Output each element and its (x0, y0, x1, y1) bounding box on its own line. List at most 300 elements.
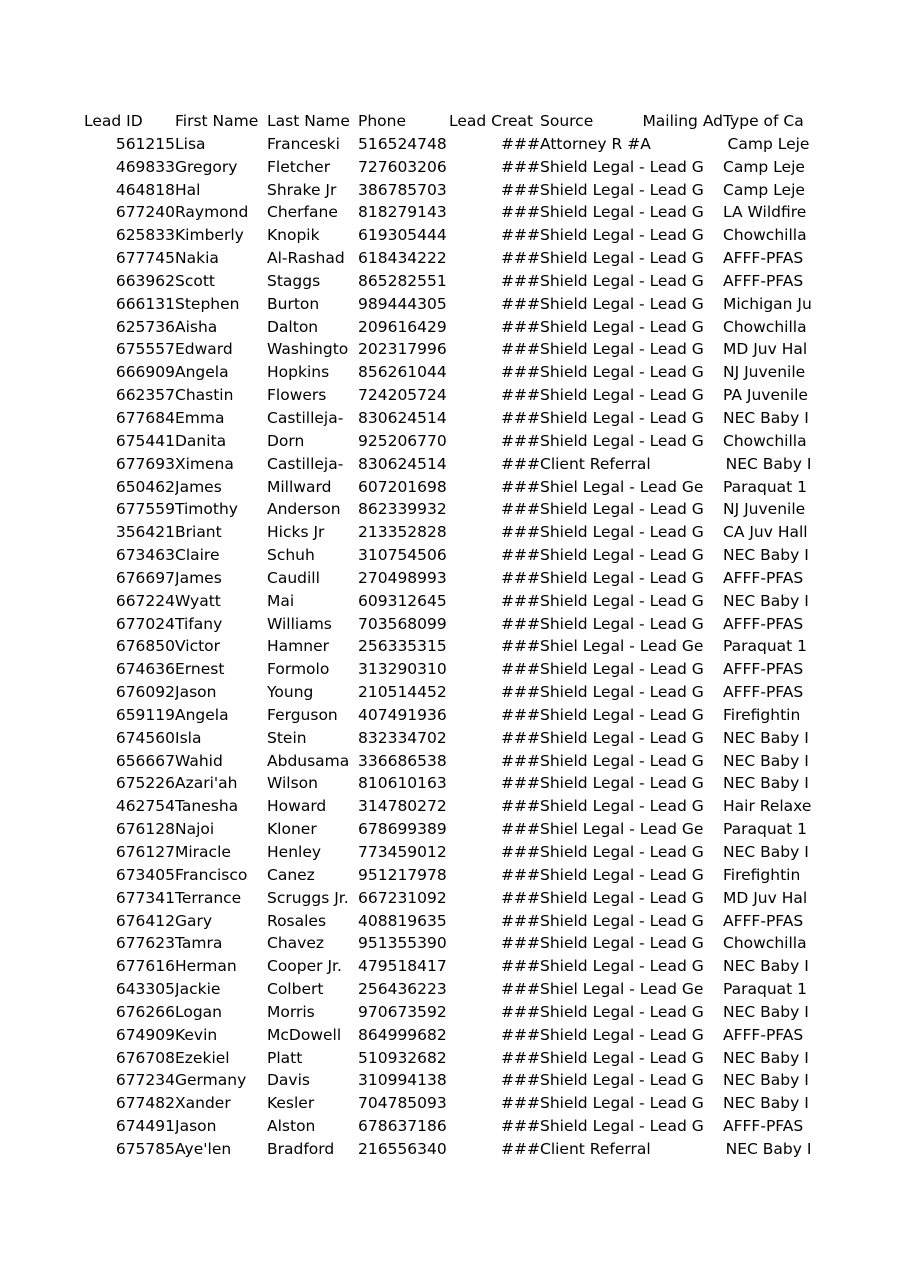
lead-id-cell[interactable]: 659119 (115, 705, 175, 724)
first-name-cell[interactable]: Aisha (175, 317, 218, 336)
phone-cell[interactable]: 516524748 (358, 134, 447, 153)
lead-created-cell[interactable]: ### (501, 1025, 540, 1044)
source-cell[interactable]: Shield Legal - Lead G (540, 934, 704, 953)
phone-cell[interactable]: 310754506 (358, 546, 447, 565)
header-first-name[interactable]: First Name (175, 112, 259, 130)
phone-cell[interactable]: 951355390 (358, 934, 447, 953)
header-type-of-case[interactable]: Type of Ca (723, 112, 804, 130)
source-cell[interactable]: Shield Legal - Lead G (540, 1117, 704, 1136)
last-name-cell[interactable]: Bradford (267, 1139, 335, 1158)
source-cell[interactable]: Shield Legal - Lead G (540, 340, 704, 359)
source-cell[interactable]: Shield Legal - Lead G (540, 957, 704, 976)
first-name-cell[interactable]: Chastin (175, 386, 234, 405)
lead-created-cell[interactable]: ### (501, 317, 540, 336)
source-cell[interactable]: Shield Legal - Lead G (540, 1048, 704, 1067)
type-of-case-cell[interactable]: Michigan Ju (723, 294, 812, 313)
last-name-cell[interactable]: Formolo (267, 660, 330, 679)
phone-cell[interactable]: 832334702 (358, 728, 447, 747)
type-of-case-cell[interactable]: Firefightin (723, 865, 801, 884)
lead-created-cell[interactable]: ### (501, 134, 540, 153)
phone-cell[interactable]: 951217978 (358, 865, 447, 884)
last-name-cell[interactable]: Abdusama (267, 751, 350, 770)
lead-id-cell[interactable]: 469833 (115, 157, 175, 176)
first-name-cell[interactable]: Stephen (175, 294, 240, 313)
first-name-cell[interactable]: Ximena (175, 454, 234, 473)
type-of-case-cell[interactable]: AFFF-PFAS (723, 568, 804, 587)
lead-created-cell[interactable]: ### (501, 226, 540, 245)
type-of-case-cell[interactable]: AFFF-PFAS (723, 614, 804, 633)
lead-created-cell[interactable]: ### (501, 1048, 540, 1067)
type-of-case-cell[interactable]: NEC Baby I (723, 728, 809, 747)
type-of-case-cell[interactable]: AFFF-PFAS (723, 911, 804, 930)
first-name-cell[interactable]: Xander (175, 1094, 231, 1113)
type-of-case-cell[interactable]: NEC Baby I (723, 957, 809, 976)
type-of-case-cell[interactable]: Hair Relaxe (723, 797, 812, 816)
phone-cell[interactable]: 618434222 (358, 249, 447, 268)
last-name-cell[interactable]: Chavez (267, 934, 324, 953)
first-name-cell[interactable]: Jackie (175, 980, 221, 999)
lead-created-cell[interactable]: ### (501, 546, 540, 565)
source-cell[interactable]: Shield Legal - Lead G (540, 249, 704, 268)
last-name-cell[interactable]: Burton (267, 294, 320, 313)
header-last-name[interactable]: Last Name (267, 112, 350, 130)
lead-id-cell[interactable]: 677745 (115, 249, 175, 268)
source-cell[interactable]: Shield Legal - Lead G (540, 271, 704, 290)
type-of-case-cell[interactable]: NEC Baby I (723, 1048, 809, 1067)
header-source[interactable]: Source (540, 112, 594, 130)
first-name-cell[interactable]: Francisco (175, 865, 248, 884)
source-cell[interactable]: Shiel Legal - Lead Ge (540, 477, 704, 496)
type-of-case-cell[interactable]: NEC Baby I (725, 454, 812, 473)
lead-created-cell[interactable]: ### (501, 568, 540, 587)
last-name-cell[interactable]: Hopkins (267, 363, 330, 382)
lead-created-cell[interactable]: ### (501, 820, 540, 839)
lead-id-cell[interactable]: 677684 (115, 408, 175, 427)
last-name-cell[interactable]: Franceski (267, 134, 340, 153)
lead-created-cell[interactable]: ### (501, 500, 540, 519)
last-name-cell[interactable]: Castilleja- (267, 408, 344, 427)
lead-created-cell[interactable]: ### (501, 363, 540, 382)
source-cell[interactable]: Shield Legal - Lead G (540, 774, 704, 793)
first-name-cell[interactable]: Raymond (175, 203, 249, 222)
lead-id-cell[interactable]: 675226 (115, 774, 175, 793)
first-name-cell[interactable]: Ezekiel (175, 1048, 230, 1067)
first-name-cell[interactable]: Danita (175, 431, 227, 450)
last-name-cell[interactable]: Castilleja- (267, 454, 344, 473)
type-of-case-cell[interactable]: NEC Baby I (723, 1071, 809, 1090)
phone-cell[interactable]: 310994138 (358, 1071, 447, 1090)
type-of-case-cell[interactable]: Camp Leje (723, 157, 805, 176)
lead-id-cell[interactable]: 677024 (115, 614, 175, 633)
last-name-cell[interactable]: Flowers (267, 386, 327, 405)
type-of-case-cell[interactable]: NJ Juvenile (723, 363, 806, 382)
lead-created-cell[interactable]: ### (501, 911, 540, 930)
first-name-cell[interactable]: Claire (175, 546, 220, 565)
source-cell[interactable]: Shield Legal - Lead G (540, 751, 704, 770)
first-name-cell[interactable]: Kimberly (175, 226, 244, 245)
last-name-cell[interactable]: Canez (267, 865, 315, 884)
type-of-case-cell[interactable]: Chowchilla (723, 317, 807, 336)
last-name-cell[interactable]: Dalton (267, 317, 319, 336)
first-name-cell[interactable]: Emma (175, 408, 225, 427)
first-name-cell[interactable]: Angela (175, 363, 229, 382)
lead-id-cell[interactable]: 676412 (115, 911, 175, 930)
lead-id-cell[interactable]: 677623 (115, 934, 175, 953)
lead-id-cell[interactable]: 650462 (115, 477, 175, 496)
lead-created-cell[interactable]: ### (501, 249, 540, 268)
lead-created-cell[interactable]: ### (501, 591, 540, 610)
last-name-cell[interactable]: Young (267, 683, 314, 702)
lead-id-cell[interactable]: 675557 (115, 340, 175, 359)
lead-created-cell[interactable]: ### (501, 271, 540, 290)
first-name-cell[interactable]: Angela (175, 705, 229, 724)
lead-id-cell[interactable]: 676266 (115, 1002, 175, 1021)
lead-id-cell[interactable]: 677341 (115, 888, 175, 907)
first-name-cell[interactable]: Miracle (175, 843, 231, 861)
last-name-cell[interactable]: Caudill (267, 568, 320, 587)
last-name-cell[interactable]: Rosales (267, 911, 327, 930)
first-name-cell[interactable]: Wahid (175, 751, 223, 770)
lead-id-cell[interactable]: 666131 (115, 294, 175, 313)
phone-cell[interactable]: 856261044 (358, 363, 447, 382)
phone-cell[interactable]: 862339932 (358, 500, 447, 519)
lead-created-cell[interactable]: ### (501, 1117, 540, 1136)
lead-id-cell[interactable]: 356421 (115, 523, 175, 542)
source-cell[interactable]: Shield Legal - Lead G (540, 500, 704, 519)
first-name-cell[interactable]: Briant (175, 523, 222, 542)
type-of-case-cell[interactable]: Paraquat 1 (723, 820, 808, 839)
first-name-cell[interactable]: Edward (175, 340, 233, 359)
first-name-cell[interactable]: Kevin (175, 1025, 218, 1044)
first-name-cell[interactable]: Logan (175, 1002, 223, 1021)
phone-cell[interactable]: 270498993 (358, 568, 447, 587)
type-of-case-cell[interactable]: NEC Baby I (723, 591, 809, 610)
type-of-case-cell[interactable]: Chowchilla (723, 934, 807, 953)
last-name-cell[interactable]: Mai (267, 591, 295, 610)
lead-created-cell[interactable]: ### (501, 797, 540, 816)
lead-created-cell[interactable]: ### (501, 705, 540, 724)
phone-cell[interactable]: 667231092 (358, 888, 447, 907)
lead-id-cell[interactable]: 663962 (115, 271, 175, 290)
header-mailing-address[interactable]: Mailing Ad (642, 112, 723, 130)
last-name-cell[interactable]: Howard (267, 797, 327, 816)
lead-created-cell[interactable]: ### (501, 637, 540, 656)
first-name-cell[interactable]: Jason (175, 683, 217, 702)
lead-id-cell[interactable]: 677559 (115, 500, 175, 519)
source-cell[interactable]: Shield Legal - Lead G (540, 1071, 704, 1090)
lead-created-cell[interactable]: ### (501, 477, 540, 496)
phone-cell[interactable]: 607201698 (358, 477, 447, 496)
type-of-case-cell[interactable]: NEC Baby I (723, 408, 809, 427)
first-name-cell[interactable]: Scott (175, 271, 215, 290)
source-cell[interactable]: Shiel Legal - Lead Ge (540, 637, 704, 656)
source-cell[interactable]: Client Referral (540, 454, 651, 473)
lead-id-cell[interactable]: 656667 (115, 751, 175, 770)
phone-cell[interactable]: 704785093 (358, 1094, 447, 1113)
lead-id-cell[interactable]: 676128 (115, 820, 175, 839)
lead-created-cell[interactable]: ### (501, 157, 540, 176)
type-of-case-cell[interactable]: LA Wildfire (723, 203, 807, 222)
lead-created-cell[interactable]: ### (501, 1139, 540, 1158)
last-name-cell[interactable]: Henley (267, 843, 322, 861)
lead-created-cell[interactable]: ### (501, 728, 540, 747)
phone-cell[interactable]: 407491936 (358, 705, 447, 724)
last-name-cell[interactable]: Dorn (267, 431, 305, 450)
phone-cell[interactable]: 727603206 (358, 157, 447, 176)
lead-id-cell[interactable]: 673463 (115, 546, 175, 565)
type-of-case-cell[interactable]: NEC Baby I (723, 774, 809, 793)
first-name-cell[interactable]: Ernest (175, 660, 225, 679)
lead-id-cell[interactable]: 674560 (115, 728, 175, 747)
last-name-cell[interactable]: Schuh (267, 546, 315, 565)
source-cell[interactable]: Shield Legal - Lead G (540, 843, 704, 861)
type-of-case-cell[interactable]: NEC Baby I (723, 1094, 809, 1113)
last-name-cell[interactable]: Ferguson (267, 705, 338, 724)
lead-created-cell[interactable]: ### (501, 294, 540, 313)
type-of-case-cell[interactable]: Camp Leje (723, 180, 805, 199)
lead-created-cell[interactable]: ### (501, 1071, 540, 1090)
lead-created-cell[interactable]: ### (501, 957, 540, 976)
lead-id-cell[interactable]: 625833 (115, 226, 175, 245)
source-cell[interactable]: Shield Legal - Lead G (540, 180, 704, 199)
first-name-cell[interactable]: Germany (175, 1071, 247, 1090)
phone-cell[interactable]: 678637186 (358, 1117, 447, 1136)
lead-id-cell[interactable]: 676127 (115, 843, 175, 861)
lead-created-cell[interactable]: ### (501, 888, 540, 907)
last-name-cell[interactable]: Kloner (267, 820, 317, 839)
last-name-cell[interactable]: Fletcher (267, 157, 331, 176)
phone-cell[interactable]: 479518417 (358, 957, 447, 976)
lead-created-cell[interactable]: ### (501, 1002, 540, 1021)
source-cell[interactable]: Shield Legal - Lead G (540, 1094, 704, 1113)
type-of-case-cell[interactable]: NEC Baby I (725, 1139, 812, 1158)
last-name-cell[interactable]: Platt (267, 1048, 303, 1067)
lead-id-cell[interactable]: 676092 (115, 683, 175, 702)
first-name-cell[interactable]: Aye'len (175, 1139, 232, 1158)
last-name-cell[interactable]: Cooper Jr. (267, 957, 342, 976)
last-name-cell[interactable]: Davis (267, 1071, 310, 1090)
type-of-case-cell[interactable]: MD Juv Hal (723, 340, 808, 359)
source-cell[interactable]: Shiel Legal - Lead Ge (540, 980, 704, 999)
first-name-cell[interactable]: Tifany (175, 614, 223, 633)
phone-cell[interactable]: 703568099 (358, 614, 447, 633)
last-name-cell[interactable]: Hamner (267, 637, 329, 656)
lead-created-cell[interactable]: ### (501, 774, 540, 793)
phone-cell[interactable]: 678699389 (358, 820, 447, 839)
first-name-cell[interactable]: Timothy (175, 500, 238, 519)
header-phone[interactable]: Phone (358, 112, 407, 130)
phone-cell[interactable]: 216556340 (358, 1139, 447, 1158)
phone-cell[interactable]: 609312645 (358, 591, 447, 610)
lead-created-cell[interactable]: ### (501, 751, 540, 770)
first-name-cell[interactable]: Lisa (175, 134, 206, 153)
first-name-cell[interactable]: Gregory (175, 157, 238, 176)
lead-id-cell[interactable]: 673405 (115, 865, 175, 884)
phone-cell[interactable]: 336686538 (358, 751, 447, 770)
source-cell[interactable]: Shield Legal - Lead G (540, 1025, 704, 1044)
first-name-cell[interactable]: Victor (175, 637, 221, 656)
lead-id-cell[interactable]: 677616 (115, 957, 175, 976)
first-name-cell[interactable]: Najoi (175, 820, 215, 839)
first-name-cell[interactable]: Tanesha (175, 797, 239, 816)
lead-created-cell[interactable]: ### (501, 203, 540, 222)
last-name-cell[interactable]: Morris (267, 1002, 315, 1021)
lead-created-cell[interactable]: ### (501, 180, 540, 199)
last-name-cell[interactable]: McDowell (267, 1025, 342, 1044)
last-name-cell[interactable]: Alston (267, 1117, 316, 1136)
lead-created-cell[interactable]: ### (501, 865, 540, 884)
lead-id-cell[interactable]: 676708 (115, 1048, 175, 1067)
type-of-case-cell[interactable]: NEC Baby I (723, 751, 809, 770)
type-of-case-cell[interactable]: MD Juv Hal (723, 888, 808, 907)
type-of-case-cell[interactable]: Firefightin (723, 705, 801, 724)
lead-created-cell[interactable]: ### (501, 454, 540, 473)
lead-id-cell[interactable]: 666909 (115, 363, 175, 382)
source-cell[interactable]: Shield Legal - Lead G (540, 614, 704, 633)
source-cell[interactable]: Shield Legal - Lead G (540, 523, 704, 542)
lead-created-cell[interactable]: ### (501, 980, 540, 999)
phone-cell[interactable]: 830624514 (358, 408, 447, 427)
source-cell[interactable]: Shield Legal - Lead G (540, 386, 704, 405)
phone-cell[interactable]: 386785703 (358, 180, 447, 199)
phone-cell[interactable]: 810610163 (358, 774, 447, 793)
lead-id-cell[interactable]: 462754 (115, 797, 175, 816)
source-cell[interactable]: Shield Legal - Lead G (540, 226, 704, 245)
type-of-case-cell[interactable]: AFFF-PFAS (723, 271, 804, 290)
type-of-case-cell[interactable]: AFFF-PFAS (723, 660, 804, 679)
lead-id-cell[interactable]: 677693 (115, 454, 175, 473)
first-name-cell[interactable]: Herman (175, 957, 237, 976)
phone-cell[interactable]: 209616429 (358, 317, 447, 336)
phone-cell[interactable]: 619305444 (358, 226, 447, 245)
source-cell[interactable]: Shield Legal - Lead G (540, 294, 704, 313)
first-name-cell[interactable]: Tamra (175, 934, 223, 953)
type-of-case-cell[interactable]: NEC Baby I (723, 1002, 809, 1021)
phone-cell[interactable]: 970673592 (358, 1002, 447, 1021)
first-name-cell[interactable]: James (175, 568, 222, 587)
source-cell[interactable]: Shield Legal - Lead G (540, 683, 704, 702)
lead-id-cell[interactable]: 675441 (115, 431, 175, 450)
source-cell[interactable]: Shield Legal - Lead G (540, 317, 704, 336)
source-cell[interactable]: Shield Legal - Lead G (540, 705, 704, 724)
type-of-case-cell[interactable]: Camp Leje (727, 134, 810, 153)
first-name-cell[interactable]: Wyatt (175, 591, 221, 610)
last-name-cell[interactable]: Al-Rashad (267, 249, 345, 268)
source-cell[interactable]: Shield Legal - Lead G (540, 865, 704, 884)
phone-cell[interactable]: 865282551 (358, 271, 447, 290)
phone-cell[interactable]: 773459012 (358, 843, 447, 861)
first-name-cell[interactable]: Gary (175, 911, 213, 930)
source-cell[interactable]: Shield Legal - Lead G (540, 591, 704, 610)
source-cell[interactable]: Client Referral (540, 1139, 651, 1158)
last-name-cell[interactable]: Wilson (267, 774, 318, 793)
lead-id-cell[interactable]: 675785 (115, 1139, 175, 1158)
first-name-cell[interactable]: Jason (175, 1117, 217, 1136)
lead-created-cell[interactable]: ### (501, 843, 540, 861)
source-cell[interactable]: Shield Legal - Lead G (540, 408, 704, 427)
header-lead-id[interactable]: Lead ID (84, 112, 143, 130)
last-name-cell[interactable]: Stein (267, 728, 307, 747)
phone-cell[interactable]: 510932682 (358, 1048, 447, 1067)
lead-id-cell[interactable]: 561215 (115, 134, 175, 153)
phone-cell[interactable]: 256335315 (358, 637, 447, 656)
last-name-cell[interactable]: Millward (267, 477, 332, 496)
lead-id-cell[interactable]: 674636 (115, 660, 175, 679)
last-name-cell[interactable]: Washingto (267, 340, 349, 359)
source-cell[interactable]: Shield Legal - Lead G (540, 911, 704, 930)
source-cell[interactable]: Shield Legal - Lead G (540, 1002, 704, 1021)
first-name-cell[interactable]: Isla (175, 728, 202, 747)
lead-id-cell[interactable]: 662357 (115, 386, 175, 405)
lead-created-cell[interactable]: ### (501, 934, 540, 953)
lead-created-cell[interactable]: ### (501, 408, 540, 427)
source-cell[interactable]: Shield Legal - Lead G (540, 431, 704, 450)
phone-cell[interactable]: 408819635 (358, 911, 447, 930)
source-cell[interactable]: Shield Legal - Lead G (540, 888, 704, 907)
last-name-cell[interactable]: Williams (267, 614, 332, 633)
type-of-case-cell[interactable]: Chowchilla (723, 431, 807, 450)
lead-id-cell[interactable]: 676697 (115, 568, 175, 587)
phone-cell[interactable]: 210514452 (358, 683, 447, 702)
type-of-case-cell[interactable]: PA Juvenile (723, 386, 808, 405)
type-of-case-cell[interactable]: AFFF-PFAS (723, 249, 804, 268)
phone-cell[interactable]: 202317996 (358, 340, 447, 359)
type-of-case-cell[interactable]: AFFF-PFAS (723, 1117, 804, 1136)
phone-cell[interactable]: 818279143 (358, 203, 447, 222)
lead-id-cell[interactable]: 674909 (115, 1025, 175, 1044)
source-cell[interactable]: Shield Legal - Lead G (540, 797, 704, 816)
lead-id-cell[interactable]: 677240 (115, 203, 175, 222)
source-cell[interactable]: Shield Legal - Lead G (540, 363, 704, 382)
type-of-case-cell[interactable]: Paraquat 1 (723, 477, 808, 496)
header-lead-created[interactable]: Lead Creat (449, 112, 534, 130)
lead-created-cell[interactable]: ### (501, 386, 540, 405)
last-name-cell[interactable]: Cherfane (267, 203, 338, 222)
last-name-cell[interactable]: Anderson (267, 500, 341, 519)
lead-id-cell[interactable]: 677234 (115, 1071, 175, 1090)
type-of-case-cell[interactable]: AFFF-PFAS (723, 1025, 804, 1044)
source-cell[interactable]: Shield Legal - Lead G (540, 728, 704, 747)
lead-created-cell[interactable]: ### (501, 431, 540, 450)
lead-id-cell[interactable]: 676850 (115, 637, 175, 656)
lead-created-cell[interactable]: ### (501, 614, 540, 633)
last-name-cell[interactable]: Scruggs Jr. (267, 888, 349, 907)
phone-cell[interactable]: 313290310 (358, 660, 447, 679)
last-name-cell[interactable]: Hicks Jr (267, 523, 325, 542)
type-of-case-cell[interactable]: CA Juv Hall (723, 523, 808, 542)
last-name-cell[interactable]: Shrake Jr (267, 180, 337, 199)
lead-id-cell[interactable]: 677482 (115, 1094, 175, 1113)
lead-created-cell[interactable]: ### (501, 660, 540, 679)
type-of-case-cell[interactable]: NJ Juvenile (723, 500, 806, 519)
phone-cell[interactable]: 724205724 (358, 386, 447, 405)
type-of-case-cell[interactable]: Chowchilla (723, 226, 807, 245)
phone-cell[interactable]: 864999682 (358, 1025, 447, 1044)
lead-created-cell[interactable]: ### (501, 340, 540, 359)
lead-id-cell[interactable]: 464818 (115, 180, 175, 199)
source-cell[interactable]: Shield Legal - Lead G (540, 157, 704, 176)
last-name-cell[interactable]: Colbert (267, 980, 324, 999)
lead-created-cell[interactable]: ### (501, 1094, 540, 1113)
lead-id-cell[interactable]: 625736 (115, 317, 175, 336)
source-cell[interactable]: Shield Legal - Lead G (540, 660, 704, 679)
type-of-case-cell[interactable]: Paraquat 1 (723, 637, 808, 656)
last-name-cell[interactable]: Knopik (267, 226, 320, 245)
lead-id-cell[interactable]: 643305 (115, 980, 175, 999)
last-name-cell[interactable]: Staggs (267, 271, 321, 290)
source-cell[interactable]: Shiel Legal - Lead Ge (540, 820, 704, 839)
phone-cell[interactable]: 314780272 (358, 797, 447, 816)
